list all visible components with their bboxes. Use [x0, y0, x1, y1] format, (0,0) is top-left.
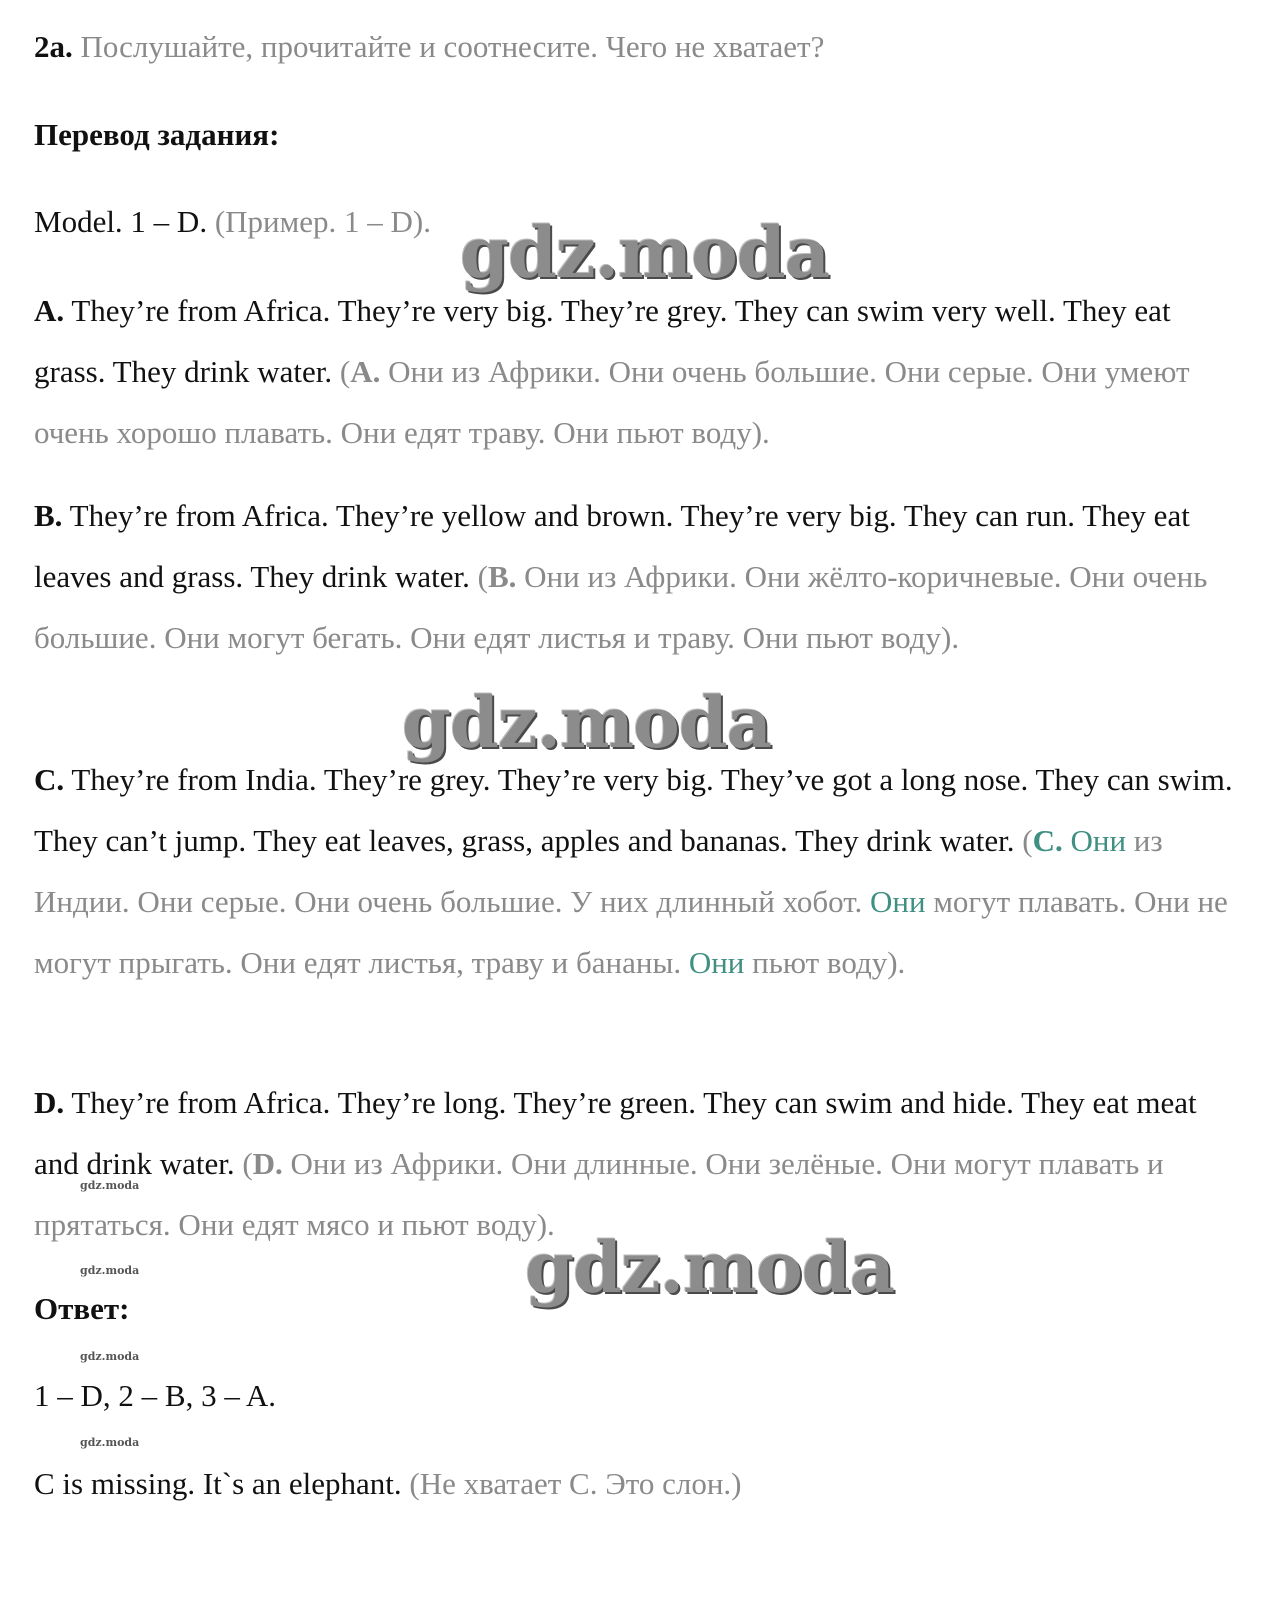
- answer-missing: [34, 1453, 1234, 1514]
- paragraph-c-en: They’re from India. They’re grey. They’re very big. They’ve got a long nose. They can swim. They can’t jump. They eat leaves, grass, apples and bananas. They drink water.: [34, 762, 1233, 858]
- paragraph-c-ru-1: Они: [1070, 823, 1127, 858]
- watermark-small: gdz.moda: [80, 1436, 140, 1449]
- paragraph-b-letter: B.: [34, 498, 63, 533]
- paragraph-d: D. They’re from Africa. They’re long. They’re green. They can swim and hide. They eat meat and drink water. (D. Они из Африки. Они длинные. Они зелёные. Они могут плавать и прятаться. Они едят мясо и пьют воду).: [34, 1085, 1197, 1242]
- paragraph-c-ru-5: Они: [688, 945, 745, 980]
- paragraph-a-en: They’re from Africa. They’re very big. They’re grey. They can swim very well. They eat grass. They drink water.: [34, 293, 1171, 389]
- paragraph-a: A. They’re from Africa. They’re very big. They’re grey. They can swim very well. They eat grass. They drink water. (A. Они из Африки. Они очень большие. Они серые. Они умеют очень хорошо плавать. Они едят траву. Они пьют воду).: [34, 293, 1190, 450]
- translation-heading: Перевод задания:: [34, 117, 280, 152]
- paragraph-d-ru-letter: D.: [252, 1146, 283, 1181]
- answer-heading: Ответ:: [34, 1291, 130, 1326]
- paragraph-b-ru-letter: B.: [487, 559, 517, 594]
- watermark-small: gdz.moda: [80, 1350, 140, 1363]
- model-ru: (Пример. 1 – D).: [214, 204, 431, 239]
- answer-missing-en: C is missing. It`s an elephant.: [34, 1466, 402, 1501]
- paragraph-a-ru-letter: A.: [350, 354, 381, 389]
- answer-matches: 1 – D, 2 – B, 3 – A.: [34, 1378, 276, 1413]
- paragraph-b-en: They’re from Africa. They’re yellow and brown. They’re very big. They can run. They eat leaves and grass. They drink water.: [34, 498, 1190, 594]
- paragraph-d-letter: D.: [34, 1085, 65, 1120]
- paragraph-c-ru-2: из Индии. Они серые. Они очень большие. У них длинный хобот.: [34, 823, 1163, 919]
- watermark-small: gdz.moda: [80, 1179, 140, 1192]
- paragraph-b-ru: Они из Африки. Они жёлто-коричневые. Они очень большие. Они могут бегать. Они едят листья и траву. Они пьют воду).: [34, 559, 1208, 655]
- paragraph-d-ru: Они из Африки. Они длинные. Они зелёные. Они могут плавать и прятаться. Они едят мясо и пьют воду).: [34, 1146, 1164, 1242]
- paragraph-c-ru-4: могут плавать. Они не могут прыгать. Они едят листья, траву и бананы.: [34, 884, 1228, 980]
- task-instruction: Послушайте, прочитайте и соотнесите. Чего не хватает?: [80, 29, 825, 64]
- paragraph-a-ru: Они из Африки. Они очень большие. Они серые. Они умеют очень хорошо плавать. Они едят траву. Они пьют воду).: [34, 354, 1190, 450]
- paragraph-c-ru-6: пьют воду).: [752, 945, 906, 980]
- task-line: [34, 16, 1234, 77]
- answer-missing-ru: (Не хватает C. Это слон.): [409, 1466, 742, 1501]
- paragraph-c: C. They’re from India. They’re grey. They’re very big. They’ve got a long nose. They can swim. They can’t jump. They eat leaves, grass, apples and bananas. They drink water. (C. Они из Индии. Они серые. Они очень большие. У них длинный хобот. Они могут плавать. Они не могут прыгать. Они едят листья, траву и бананы. Они пьют воду).: [34, 762, 1233, 980]
- paragraph-d-en: They’re from Africa. They’re long. They’re green. They can swim and hide. They eat meat and drink water.: [34, 1085, 1197, 1181]
- watermark-small: gdz.moda: [80, 1264, 140, 1277]
- paragraph-b: B. They’re from Africa. They’re yellow and brown. They’re very big. They can run. They eat leaves and grass. They drink water. (B. Они из Африки. Они жёлто-коричневые. Они очень большие. Они могут бегать. Они едят листья и траву. Они пьют воду).: [34, 498, 1208, 655]
- paragraph-c-ru-letter: C.: [1032, 823, 1063, 858]
- watermark-logo: gdz.moda: [402, 681, 772, 764]
- paragraph-a-letter: A.: [34, 293, 65, 328]
- watermark-logo: gdz.moda: [525, 1226, 895, 1309]
- watermark-logo: gdz.moda: [460, 211, 830, 294]
- model-en: Model. 1 – D.: [34, 204, 208, 239]
- paragraph-c-ru-3: Они: [869, 884, 926, 919]
- paragraph-c-letter: C.: [34, 762, 65, 797]
- task-number: 2a.: [34, 29, 73, 64]
